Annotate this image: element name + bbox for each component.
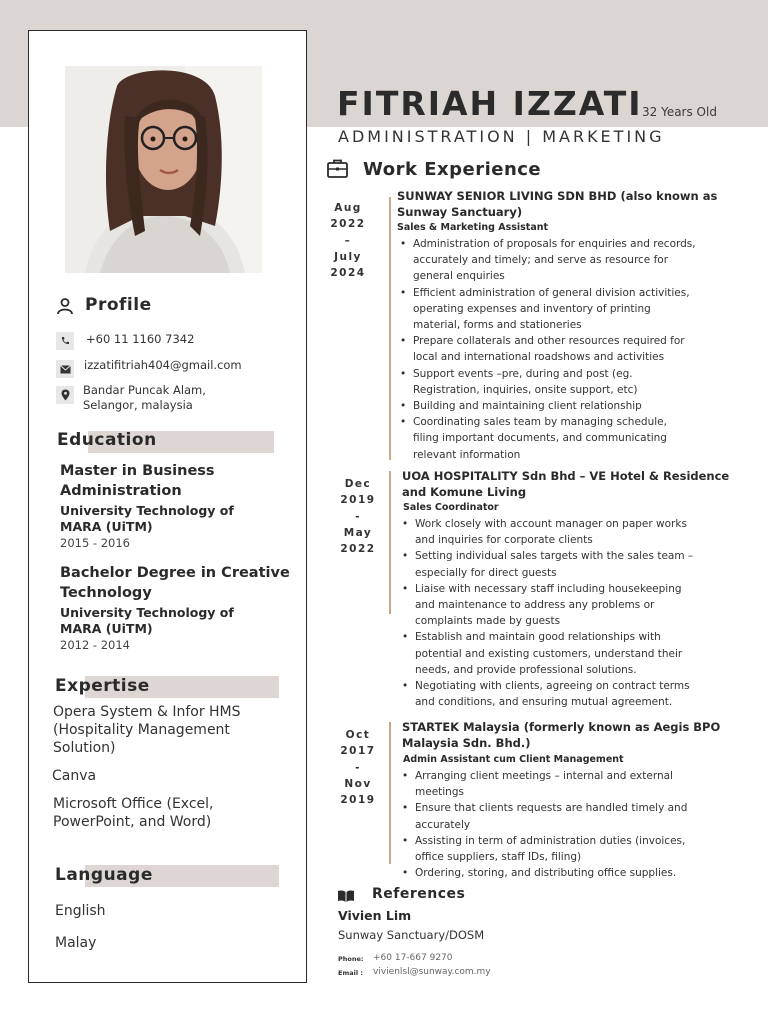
education-years-1: 2015 - 2016 xyxy=(60,536,130,550)
education-heading: Education xyxy=(57,430,157,450)
job-3-company xyxy=(402,720,732,751)
reference-phone-label: Phone: xyxy=(338,955,364,963)
job-1-start-year: 2022 xyxy=(330,218,366,231)
references-heading: References xyxy=(372,886,466,902)
age-label: 32 Years Old xyxy=(642,105,717,119)
job-3-role: Admin Assistant cum Client Management xyxy=(403,754,624,765)
mail-icon xyxy=(56,360,74,378)
job-1-dates xyxy=(325,200,371,281)
list-item: • Support events –pre, during and post (eg. Registration, inquiries, onsite support, etc) xyxy=(396,366,696,398)
job-1-responsibilities xyxy=(396,236,696,463)
job-1-company xyxy=(397,189,727,220)
address-line-1: Bandar Puncak Alam, xyxy=(83,383,206,397)
job-2-company-line2: and Komune Living xyxy=(402,484,527,499)
job-2-start-year: 2019 xyxy=(340,494,376,507)
location-pin-icon xyxy=(56,386,74,404)
job-1-timeline-line xyxy=(389,197,391,460)
job-1-company-line1: SUNWAY SENIOR LIVING SDN BHD (also known as xyxy=(397,189,718,203)
list-item: • Prepare collaterals and other resources required for local and international roadshows and activities xyxy=(396,333,696,365)
list-item: • Assisting in term of administration duties (invoices, office suppliers, staff IDs, filing) xyxy=(398,833,687,865)
job-3-start-month: Oct xyxy=(345,729,371,741)
list-item: • Building and maintaining client relationship xyxy=(396,398,696,414)
profile-heading: Profile xyxy=(85,295,152,315)
job-2-dates xyxy=(335,476,381,557)
expertise-item-office-line2: PowerPoint, and Word) xyxy=(53,814,212,830)
reference-email-label: Email : xyxy=(338,969,363,977)
expertise-item-opera-line2: (Hospitality Management xyxy=(53,722,230,738)
job-1-company-line2: Sunway Sanctuary) xyxy=(397,204,523,219)
expertise-heading: Expertise xyxy=(55,676,150,696)
list-item: • Liaise with necessary staff including housekeeping and maintenance to address any problems or complaints made by guests xyxy=(398,581,693,630)
education-university-1-line2: MARA (UiTM) xyxy=(60,519,153,534)
education-years-2: 2012 - 2014 xyxy=(60,638,130,652)
education-university-2-line1: University Technology of xyxy=(60,605,234,620)
job-2-timeline-line xyxy=(389,471,391,614)
job-2-company xyxy=(402,469,732,500)
job-3-responsibilities xyxy=(398,768,687,881)
job-2-role: Sales Coordinator xyxy=(403,502,499,513)
job-1-date-separator: – xyxy=(344,234,352,247)
profile-photo xyxy=(65,66,262,273)
list-item: • Efficient administration of general division activities, operating expenses and inventory of printing material, forms and stationeries xyxy=(396,285,696,334)
list-item: • Establish and maintain good relationships with potential and existing customers, understand their needs, and provide professional solutions. xyxy=(398,629,693,678)
job-3-start-year: 2017 xyxy=(340,745,376,758)
education-degree-1-line1: Master in Business xyxy=(60,463,215,479)
job-1-role: Sales & Marketing Assistant xyxy=(397,222,549,233)
phone-icon xyxy=(56,332,74,350)
job-2-date-separator: - xyxy=(355,510,361,523)
job-1-end-month: July xyxy=(334,250,362,263)
list-item: • Ordering, storing, and distributing office supplies. xyxy=(398,865,687,881)
job-1-start-month: Aug xyxy=(334,202,362,214)
work-experience-heading: Work Experience xyxy=(363,159,542,180)
education-degree-2-line2: Technology xyxy=(60,585,152,601)
education-university-1-line1: University Technology of xyxy=(60,503,234,518)
list-item: • Ensure that clients requests are handled timely and accurately xyxy=(398,800,687,832)
list-item: • Arranging client meetings – internal and external meetings xyxy=(398,768,687,800)
reference-phone: +60 17-667 9270 xyxy=(373,953,453,963)
reference-name: Vivien Lim xyxy=(338,908,412,923)
reference-company: Sunway Sanctuary/DOSM xyxy=(338,928,485,942)
list-item: • Administration of proposals for enquiries and records, accurately and timely; and serve as resource for general enquiries xyxy=(396,236,696,285)
list-item: • Setting individual sales targets with the sales team – especially for direct guests xyxy=(398,548,693,580)
reference-email: vivienlsl@sunway.com.my xyxy=(373,967,491,977)
list-item: • Negotiating with clients, agreeing on contract terms and conditions, and ensuring mutual agreement. xyxy=(398,678,693,710)
job-2-company-line1: UOA HOSPITALITY Sdn Bhd – VE Hotel & Residence xyxy=(402,469,730,483)
job-3-end-month: Nov xyxy=(344,777,372,790)
education-degree-2-line1: Bachelor Degree in Creative xyxy=(60,565,290,581)
language-heading: Language xyxy=(55,865,153,885)
list-item: • Coordinating sales team by managing schedule, filing important documents, and communicating relevant information xyxy=(396,414,696,463)
address-line-2: Selangor, malaysia xyxy=(83,398,193,412)
language-item-malay: Malay xyxy=(55,935,97,951)
job-3-end-year: 2019 xyxy=(340,794,376,807)
job-3-timeline-line xyxy=(389,722,391,864)
job-2-end-month: May xyxy=(343,526,373,539)
list-item: • Work closely with account manager on paper works and inquiries for corporate clients xyxy=(398,516,693,548)
job-1-end-year: 2024 xyxy=(330,267,366,280)
expertise-item-opera-line1: Opera System & Infor HMS xyxy=(53,704,241,720)
email-address: izzatifitriah404@gmail.com xyxy=(84,358,242,372)
education-degree-1-line2: Administration xyxy=(60,483,182,499)
book-icon xyxy=(337,888,355,902)
job-3-dates xyxy=(335,727,381,808)
education-university-2-line2: MARA (UiTM) xyxy=(60,621,153,636)
full-name: FITRIAH IZZATI xyxy=(337,84,643,123)
expertise-item-opera-line3: Solution) xyxy=(53,740,116,756)
person-icon xyxy=(56,297,74,315)
job-3-company-line2: Malaysia Sdn. Bhd.) xyxy=(402,735,531,750)
job-2-responsibilities xyxy=(398,516,693,710)
expertise-item-canva: Canva xyxy=(52,768,97,784)
briefcase-icon xyxy=(327,159,348,178)
language-item-english: English xyxy=(55,903,106,919)
job-title: ADMINISTRATION | MARKETING xyxy=(338,127,665,146)
job-3-date-separator: - xyxy=(355,761,361,774)
job-2-end-year: 2022 xyxy=(340,543,376,556)
phone-number: +60 11 1160 7342 xyxy=(86,332,195,346)
job-3-company-line1: STARTEK Malaysia (formerly known as Aegis BPO xyxy=(402,720,721,734)
expertise-item-office-line1: Microsoft Office (Excel, xyxy=(53,796,214,812)
job-2-start-month: Dec xyxy=(344,478,372,490)
